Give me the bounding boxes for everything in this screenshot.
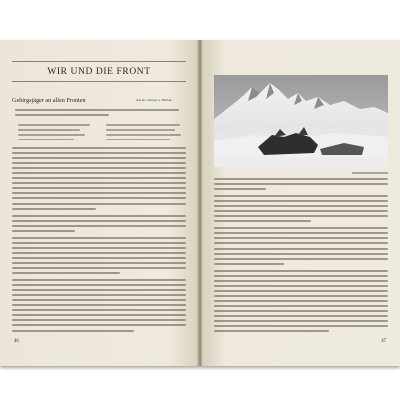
poem-right-column — [106, 124, 186, 144]
text-line — [214, 205, 388, 207]
text-line — [12, 152, 186, 154]
text-line — [12, 319, 186, 321]
page-number-right: 47 — [381, 339, 386, 344]
verse-line — [106, 129, 175, 131]
text-line — [12, 220, 186, 222]
text-line — [12, 177, 186, 179]
section-heading: Gebirgsjäger an allen Fronten — [12, 97, 86, 104]
mountain-photo — [214, 75, 388, 167]
text-line — [15, 114, 109, 116]
text-line — [12, 272, 120, 274]
text-line — [214, 232, 388, 234]
text-line — [214, 215, 388, 217]
text-line — [12, 172, 186, 174]
text-line — [12, 284, 186, 286]
text-line — [214, 330, 329, 332]
text-line — [214, 183, 388, 185]
text-line — [12, 309, 186, 311]
text-line — [12, 267, 186, 269]
intro-paragraph — [15, 109, 186, 119]
text-line — [12, 314, 186, 316]
chapter-title: WIR UND DIE FRONT — [47, 67, 151, 77]
text-line — [12, 330, 134, 332]
text-line — [214, 310, 388, 312]
text-line — [214, 237, 388, 239]
text-line — [214, 220, 311, 222]
text-line — [12, 304, 186, 306]
text-line — [12, 257, 186, 259]
photo-caption — [352, 172, 388, 174]
text-line — [12, 225, 186, 227]
text-line — [12, 294, 186, 296]
right-page — [202, 40, 400, 366]
text-line — [12, 289, 186, 291]
verse-line — [18, 134, 85, 136]
text-line — [12, 279, 186, 281]
verse-line — [18, 139, 74, 141]
text-line — [12, 237, 186, 239]
left-page — [0, 40, 198, 366]
text-line — [12, 162, 186, 164]
title-rule-bottom — [12, 81, 186, 82]
verse-line — [106, 139, 170, 141]
mountain-photo-image — [214, 75, 388, 167]
body-text-right — [214, 178, 388, 335]
open-book — [0, 40, 400, 366]
text-line — [12, 203, 186, 205]
text-line — [214, 178, 388, 180]
text-line — [214, 195, 388, 197]
verse-line — [106, 134, 181, 136]
text-line — [12, 192, 186, 194]
text-line — [214, 290, 388, 292]
text-line — [214, 242, 388, 244]
text-line — [214, 200, 388, 202]
text-line — [214, 227, 388, 229]
section-source: Aus dt. Gebirge u. Heimat — [136, 98, 172, 102]
text-line — [214, 295, 388, 297]
text-line — [12, 182, 186, 184]
text-line — [214, 263, 284, 265]
text-line — [12, 157, 186, 159]
text-line — [214, 320, 388, 322]
text-line — [12, 324, 186, 326]
verse-line — [106, 124, 180, 126]
text-line — [214, 188, 266, 190]
body-text — [12, 147, 186, 335]
text-line — [214, 300, 388, 302]
text-line — [12, 147, 186, 149]
text-line — [12, 247, 186, 249]
verse-line — [18, 129, 80, 131]
text-line — [214, 315, 388, 317]
text-line — [214, 258, 388, 260]
text-line — [214, 305, 388, 307]
text-line — [12, 299, 186, 301]
text-line — [12, 167, 186, 169]
text-line — [214, 325, 388, 327]
page-number-left: 46 — [14, 339, 19, 344]
text-line — [214, 275, 388, 277]
text-line — [12, 208, 96, 210]
text-line — [214, 210, 388, 212]
text-line — [214, 285, 388, 287]
text-line — [214, 248, 388, 250]
text-line — [214, 280, 388, 282]
text-line — [214, 253, 388, 255]
text-line — [15, 109, 179, 111]
text-line — [12, 242, 186, 244]
verse-line — [18, 124, 90, 126]
text-line — [12, 215, 186, 217]
text-line — [12, 252, 186, 254]
text-line — [12, 187, 186, 189]
title-rule-top — [12, 61, 186, 62]
text-line — [12, 262, 186, 264]
text-line — [214, 270, 388, 272]
text-line — [12, 230, 75, 232]
poem-left-column — [18, 124, 98, 144]
text-line — [12, 197, 186, 199]
